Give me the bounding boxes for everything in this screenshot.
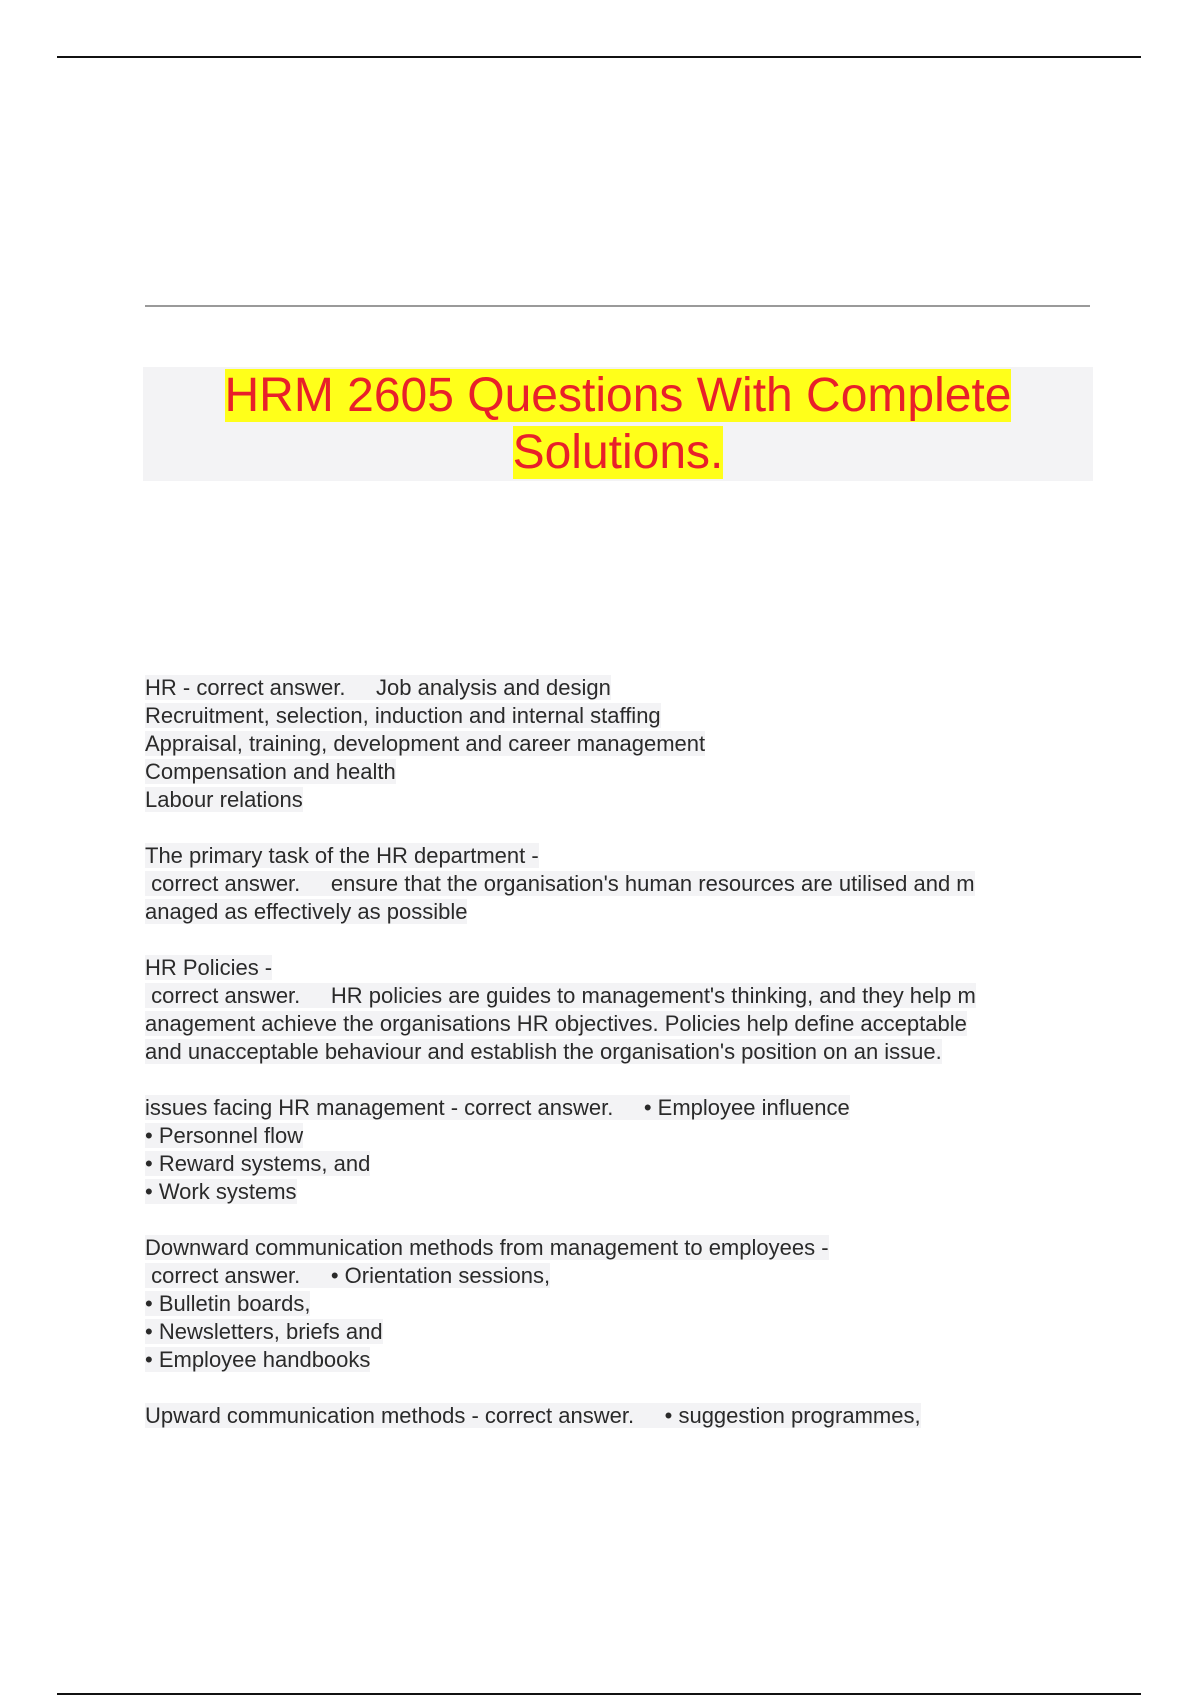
qa-line-text: HR - correct answer. Job analysis and design [145,675,611,700]
qa-line-text: • Newsletters, briefs and [145,1319,383,1344]
qa-line [145,1150,1095,1178]
qa-line [145,1346,1095,1374]
qa-line [145,1094,1095,1122]
qa-line [145,786,1095,814]
qa-item [145,1234,1095,1374]
qa-line-text: Compensation and health [145,759,396,784]
qa-item [145,674,1095,814]
qa-line-text: The primary task of the HR department - [145,843,539,868]
qa-line-text: Appraisal, training, development and career management [145,731,706,756]
qa-line-text: • Bulletin boards, [145,1291,311,1316]
qa-line-text: HR Policies - [145,955,273,980]
qa-line-text: anagement achieve the organisations HR objectives. Policies help define acceptable [145,1011,967,1036]
qa-line [145,730,1095,758]
section-divider [145,305,1090,307]
qa-line [145,1010,1095,1038]
title-line-2: Solutions. [512,426,724,479]
qa-line-text: correct answer. ensure that the organisation's human resources are utilised and m [145,871,975,896]
qa-line [145,702,1095,730]
qa-line-text: issues facing HR management - correct answer. • Employee influence [145,1095,850,1120]
qa-line-text: Labour relations [145,787,303,812]
qa-line [145,1178,1095,1206]
title-line-1: HRM 2605 Questions With Complete [224,369,1012,422]
qa-line-text: • Reward systems, and [145,1151,371,1176]
qa-line [145,758,1095,786]
document-title [143,367,1093,481]
qa-line-text: Recruitment, selection, induction and internal staffing [145,703,661,728]
qa-line-text: • Personnel flow [145,1123,304,1148]
qa-item [145,1402,1095,1430]
qa-item [145,1094,1095,1206]
qa-line-text: Downward communication methods from management to employees - [145,1235,829,1260]
qa-line-text: correct answer. • Orientation sessions, [145,1263,551,1288]
qa-list [145,674,1095,1458]
title-block [143,367,1093,481]
qa-line-text: • Work systems [145,1179,297,1204]
qa-line [145,1038,1095,1066]
qa-line [145,842,1095,870]
qa-line [145,870,1095,898]
qa-line [145,1290,1095,1318]
qa-line-text: and unacceptable behaviour and establish the organisation's position on an issue. [145,1039,942,1064]
qa-line-text: correct answer. HR policies are guides to management's thinking, and they help m [145,983,976,1008]
qa-line [145,954,1095,982]
qa-line [145,1122,1095,1150]
qa-line-text: • Employee handbooks [145,1347,371,1372]
qa-item [145,842,1095,926]
qa-line [145,1318,1095,1346]
bottom-rule [57,1693,1141,1695]
qa-line [145,898,1095,926]
qa-line [145,1402,1095,1430]
qa-line [145,1262,1095,1290]
qa-line [145,1234,1095,1262]
qa-line [145,674,1095,702]
qa-line [145,982,1095,1010]
qa-line-text: anaged as effectively as possible [145,899,468,924]
top-rule [57,56,1141,58]
qa-item [145,954,1095,1066]
qa-line-text: Upward communication methods - correct answer. • suggestion programmes, [145,1403,921,1428]
